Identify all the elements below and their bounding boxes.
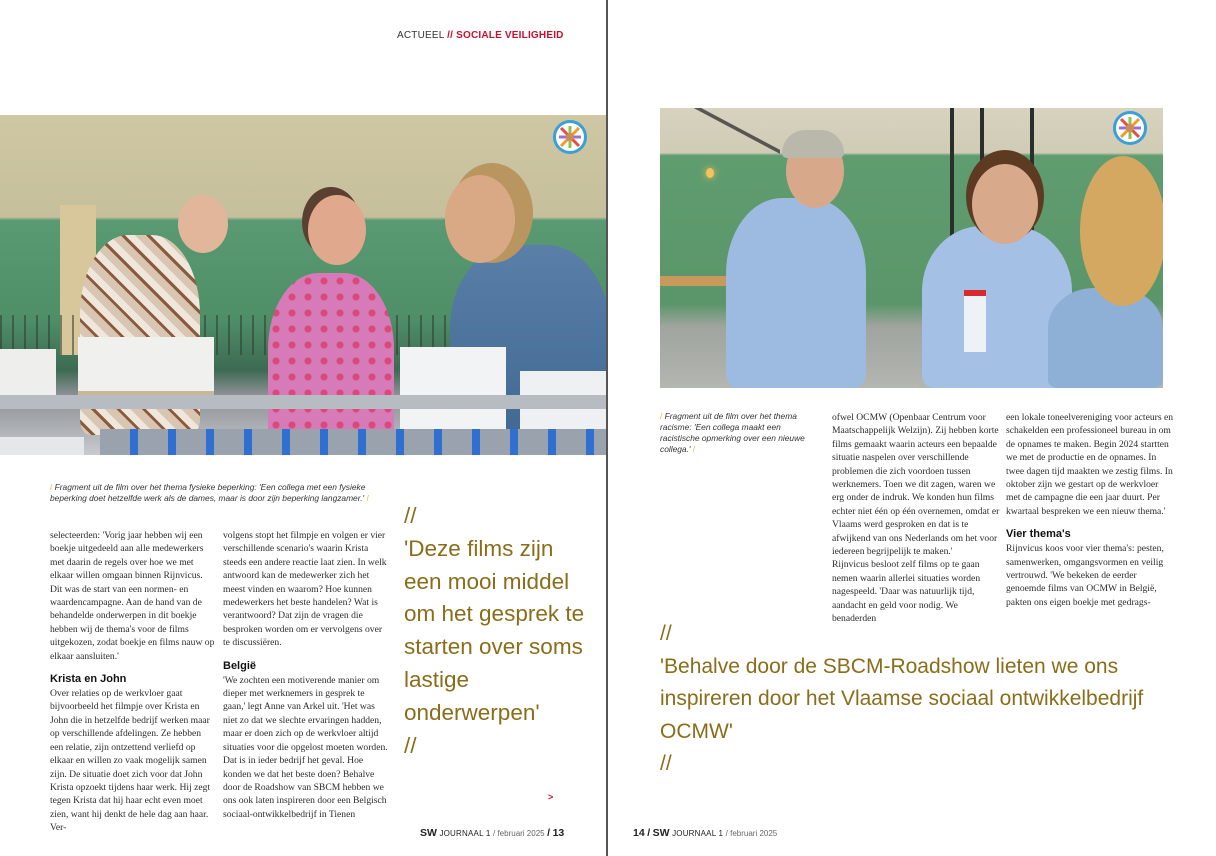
quote-text: 'Behalve door de SBCM-Roadshow lieten we ons inspireren door het Vlaamse sociaal ontwikkelbedrijf OCMW' bbox=[660, 654, 1144, 743]
article-column-2 bbox=[223, 529, 388, 821]
photo-person-woman-back-hair bbox=[1080, 156, 1163, 306]
caption-close-slash: / bbox=[366, 493, 369, 503]
paragraph: ofwel OCMW (Openbaar Centrum voor Maatschappelijk Welzijn). Zij hebben korte films gemaakt waarin acteurs een bepaalde situatie naspelen over verschillende problemen die zich voordoen tussen werknemers. Toen we dit zagen, waren we erg onder de indruk. We konden hun films echter niet één op één overnemen, omdat er Vlaams werd gesproken en dat is te afwijkend van ons Nederlands om het voor iedereen begrijpelijk te maken.' bbox=[832, 412, 1000, 558]
folio-brand: SW bbox=[420, 827, 437, 839]
hands-circle-logo-icon bbox=[1113, 111, 1147, 145]
running-head bbox=[397, 30, 564, 41]
caption-open-slash: / bbox=[660, 411, 663, 421]
photo-box bbox=[78, 337, 214, 397]
photo-conveyor-rollers bbox=[100, 429, 607, 455]
subheading-krista-en-john: Krista en John bbox=[50, 673, 127, 686]
photo-person-woman-spray-head bbox=[972, 164, 1038, 244]
subheading-vier-themas: Vier thema's bbox=[1006, 528, 1071, 541]
folio bbox=[420, 827, 564, 839]
folio-magazine: JOURNAAL 1 bbox=[439, 829, 491, 838]
paragraph: volgens stopt het filmpje en volgen er vier verschillende scenario's waarin Krista steeds een andere reactie laat zien. In welk antwoord kan de medewerker zich het meest vinden en waarom? Hoe kunnen medewerkers het beste handelen? Wat is verantwoord? Dat zijn de vragen die besproken worden om er vervolgens over te discussiëren. bbox=[223, 530, 387, 649]
continue-arrow-icon: > bbox=[548, 792, 554, 802]
photo-person-woman-denim-head bbox=[445, 175, 515, 263]
paragraph: selecteerden: 'Vorig jaar hebben wij een boekje uitgedeeld aan alle medewerkers met daarin de regels over hoe we met elkaar willen omgaan binnen Rijnvicus. Dit was de start van een normen- en waardencampagne. Aan de hand van de behandelde onderwerpen in dit boekje hebben wij de thema's voor de films uitgekozen, zodat boekje en films nauw op elkaar aansluiten.' bbox=[50, 530, 215, 662]
photo-box bbox=[0, 349, 56, 399]
folio-brand: SW bbox=[652, 827, 670, 839]
photo-cap bbox=[782, 130, 844, 158]
caption-open-slash: / bbox=[50, 482, 53, 492]
photo-person-woman-pink bbox=[268, 273, 394, 455]
photo-spray-bottle bbox=[964, 290, 986, 352]
folio-page-number: 13 bbox=[552, 827, 565, 839]
paragraph: Rijnvicus koos voor vier thema's: pesten, samenwerken, omgangsvormen en veilig vertrouwd. 'We bekeken de eerder genoemde films van OCMW in België, pakten ons eigen boekje met gedrags- bbox=[1006, 543, 1164, 608]
folio-magazine: JOURNAAL 1 bbox=[672, 829, 724, 838]
paragraph: 'We zochten een motiverende manier om dieper met werknemers in gesprek te gaan,' legt Anne van Arkel uit. 'Het was niet zo dat we slechte ervaringen hadden, maar er doen zich op de werkvloer altijd situaties voor die opgelost moeten worden. Dat is in ieder bedrijf het geval. Hoe konden we dat het beste doen? Behalve door de Roadshow van SBCM hebben we ons ook laten inspireren door een Belgisch sociaal-ontwikkelbedrijf in Tienen bbox=[223, 674, 388, 820]
quote-close-mark: // bbox=[660, 752, 672, 775]
folio bbox=[633, 827, 777, 839]
quote-open-mark: // bbox=[404, 503, 417, 528]
folio-sep: / bbox=[547, 827, 551, 839]
article-column-1 bbox=[50, 529, 215, 835]
quote-open-mark: // bbox=[660, 622, 672, 645]
paragraph: Rijnvicus besloot zelf films op te gaan nemen waarin allerlei situaties worden nagespeeld. 'Daar was natuurlijk tijd, aandacht en geld voor nodig. We benaderden bbox=[832, 559, 981, 625]
caption-text: Fragment uit de film over het thema fysieke beperking: 'Een collega met een fysieke beperking doet hetzelfde werk als de dames, maar is door zijn beperking langzamer.' bbox=[50, 482, 366, 503]
photo-lamp bbox=[706, 168, 714, 178]
folio-sep: / bbox=[647, 827, 651, 839]
photo-caption bbox=[50, 482, 380, 504]
caption-text: Fragment uit de film over het thema racisme: 'Een collega maakt een racistische opmerking over een nieuwe collega.' bbox=[660, 411, 805, 454]
photo-box bbox=[0, 437, 84, 455]
photo-person-man-head bbox=[178, 195, 228, 253]
running-head-separator: // bbox=[447, 30, 454, 41]
hands-circle-logo-icon bbox=[553, 120, 587, 154]
pull-quote bbox=[660, 618, 1150, 781]
running-head-category: ACTUEEL bbox=[397, 30, 445, 41]
pull-quote bbox=[404, 500, 594, 762]
page-13 bbox=[0, 0, 607, 856]
quote-text: 'Deze films zijn een mooi middel om het gesprek te starten over soms lastige onderwerpen' bbox=[404, 535, 585, 725]
photo-conveyor bbox=[0, 395, 607, 409]
photo-table bbox=[660, 276, 730, 286]
folio-page-number: 14 bbox=[633, 827, 645, 839]
article-column-1 bbox=[832, 411, 1000, 626]
folio-issue: / februari 2025 bbox=[725, 829, 778, 838]
running-head-section: SOCIALE VEILIGHEID bbox=[456, 30, 564, 41]
photo-physical-disability-scene bbox=[0, 115, 607, 455]
photo-person-man-cap bbox=[726, 198, 866, 388]
article-column-2 bbox=[1006, 411, 1174, 609]
photo-person-woman-pink-head bbox=[308, 195, 366, 265]
photo-caption bbox=[660, 411, 822, 455]
quote-close-mark: // bbox=[404, 732, 417, 758]
paragraph: een lokale toneelvereniging voor acteurs en schakelden een professioneel bureau in om de opnames te maken. Begin 2024 startten we met de productie en de opnames. In twee dagen tijd maakten we zestig films. In oktober zijn we gestart op de werkvloer met de campagne die een jaar duurt. Per kwartaal bespreken we een nieuw thema.' bbox=[1006, 412, 1174, 517]
subheading-belgie: België bbox=[223, 659, 257, 672]
caption-close-slash: / bbox=[692, 444, 696, 454]
photo-person-woman-back bbox=[1048, 288, 1163, 388]
page-14 bbox=[608, 0, 1216, 856]
paragraph: Over relaties op de werkvloer gaat bijvoorbeeld het filmpje over Krista en John die in hetzelfde bedrijf werken maar op verschillende afdelingen. Ze hebben een relatie, zijn ontzettend verliefd op elkaar en willen zo vaak mogelijk samen zijn. De situatie doet zich voor dat John Krista opzoekt tijdens haar werk. Hij zegt tegen Krista dat hij haar echt even moet zien, want hij denkt de hele dag aan haar. Ver- bbox=[50, 688, 211, 834]
photo-racism-scene bbox=[660, 108, 1163, 388]
folio-issue: / februari 2025 bbox=[493, 829, 545, 838]
